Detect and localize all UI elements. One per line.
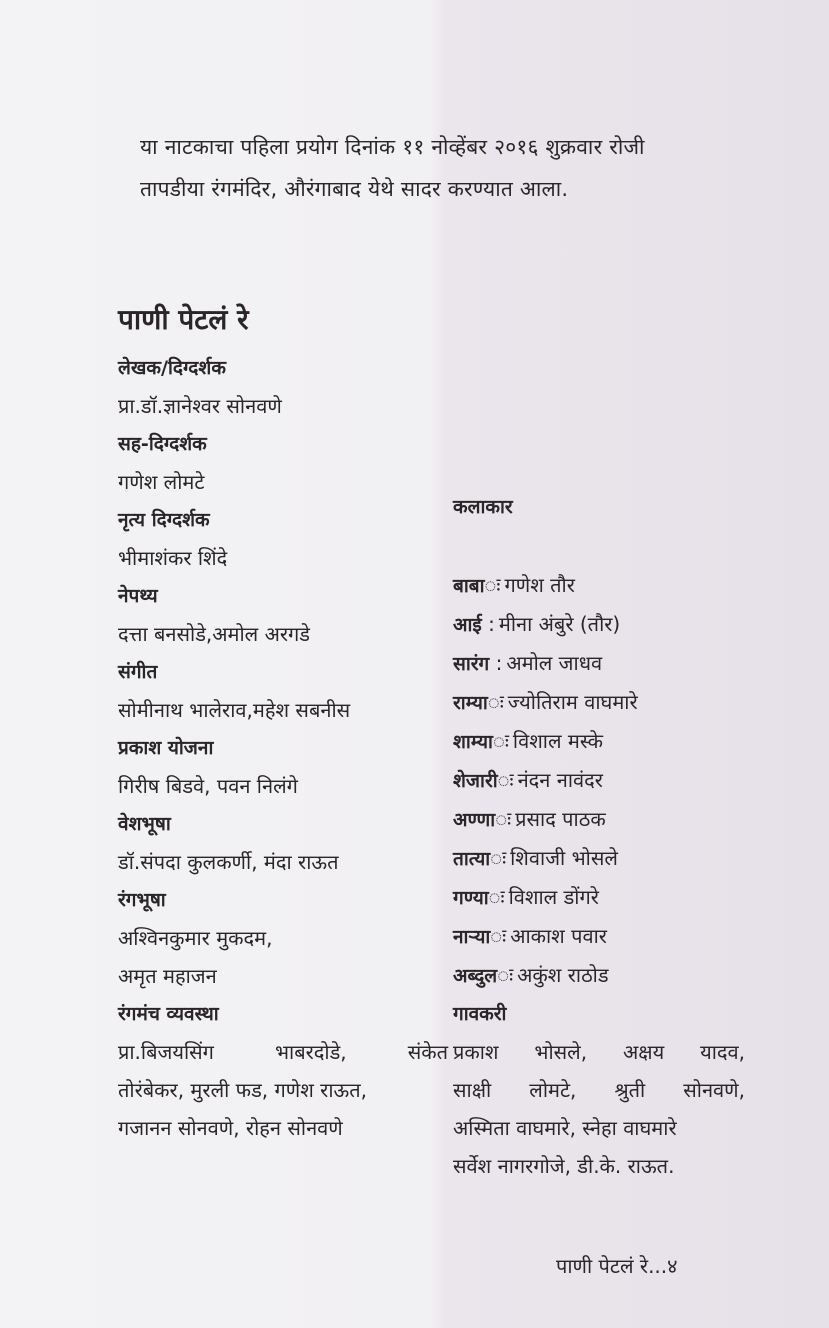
cast-separator: ः — [487, 690, 504, 714]
cast-actor: गणेश तौर — [504, 573, 575, 597]
cast-actor: विशाल मस्के — [512, 729, 603, 753]
cast-member — [453, 917, 745, 956]
credit-role: संगीत — [118, 661, 158, 683]
villagers-line: अस्मिता वाघमारे, स्नेहा वाघमारे — [453, 1116, 677, 1140]
villagers-line: सर्वेश नागरगोजे, डी.के. राऊत. — [453, 1154, 675, 1178]
cast-role: अण्णा — [453, 809, 496, 831]
cast-actor: अमोल जाधव — [506, 651, 603, 675]
page-footer: पाणी पेटलं रे...४ — [556, 1254, 678, 1278]
cast-member — [453, 722, 745, 761]
cast-member — [453, 956, 745, 995]
credit-role: नृत्य दिग्दर्शक — [118, 509, 210, 531]
premiere-line-1: या नाटकाचा पहिला प्रयोग दिनांक ११ नोव्हेंबर २०१६ शुक्रवार रोजी — [140, 135, 645, 159]
credit-name: प्रा.डॉ.ज्ञानेश्वर सोनवणे — [118, 394, 282, 418]
cast-role: बाबा — [453, 575, 485, 597]
cast-actor: विशाल डोंगरे — [508, 885, 599, 909]
cast-member — [453, 605, 745, 644]
cast-heading: कलाकार — [453, 496, 513, 518]
credit-name: गिरीष बिडवे, पवन निलंगे — [118, 774, 298, 798]
credit-role: प्रकाश योजना — [118, 737, 214, 759]
credit-name: गणेश लोमटे — [118, 470, 205, 494]
cast-member — [453, 761, 745, 800]
cast-member — [453, 839, 745, 878]
cast-actor: मीना अंबुरे (तौर) — [498, 612, 621, 636]
credit-name: अमृत महाजन — [118, 964, 217, 988]
premiere-note — [140, 126, 780, 210]
cast-role: आई — [453, 614, 482, 636]
cast-actor: नंदन नावंदर — [517, 768, 603, 792]
cast-member — [453, 800, 745, 839]
cast-actor: शिवाजी भोसले — [510, 846, 618, 870]
cast-role: अब्दुल — [453, 965, 498, 987]
cast-separator: : — [481, 612, 495, 636]
cast-member — [453, 644, 745, 683]
cast-role: शेजारी — [453, 770, 498, 792]
villagers-line: प्रकाश भोसले, अक्षय यादव, — [453, 1040, 745, 1064]
cast-actor: प्रसाद पाठक — [515, 807, 606, 831]
credit-role: लेखक/दिग्दर्शक — [118, 357, 226, 379]
cast-actor: ज्योतिराम वाघमारे — [507, 690, 638, 714]
cast-separator: ः — [497, 963, 514, 987]
cast-member — [453, 878, 745, 917]
credit-name: अश्विनकुमार मुकदम, — [118, 926, 273, 950]
credit-name: प्रा.बिजयसिंग भाबरदोडे, संकेत — [118, 1040, 448, 1064]
credit-role: रंगमंच व्यवस्था — [118, 1003, 219, 1025]
credit-role: वेशभूषा — [118, 813, 171, 835]
credit-name: तोरंबेकर, मुरली फड, गणेश राऊत, — [118, 1078, 368, 1102]
cast-role: राम्या — [453, 692, 488, 714]
villagers-line: साक्षी लोमटे, श्रुती सोनवणे, — [453, 1078, 745, 1102]
premiere-line-2: तापडीया रंगमंदिर, औरंगाबाद येथे सादर करण्यात आला. — [140, 177, 569, 201]
credit-name: दत्ता बनसोडे,अमोल अरगडे — [118, 622, 311, 646]
cast-separator: : — [489, 651, 503, 675]
cast-actor: आकाश पवार — [510, 924, 607, 948]
cast-separator: ः — [490, 924, 507, 948]
cast-separator: ः — [497, 768, 514, 792]
play-title: पाणी पेटलं रे — [118, 303, 249, 336]
cast-role: सारंग — [453, 653, 490, 675]
credit-role: रंगभूषा — [118, 889, 166, 911]
cast-separator: ः — [495, 807, 512, 831]
cast-separator: ः — [484, 573, 501, 597]
credit-role: सह-दिग्दर्शक — [118, 433, 207, 455]
cast-member — [453, 683, 745, 722]
cast-separator: ः — [490, 846, 507, 870]
cast-list — [453, 488, 745, 1185]
credit-name: सोमीनाथ भालेराव,महेश सबनीस — [118, 698, 351, 722]
cast-role: गण्या — [453, 887, 489, 909]
cast-actor: अकुंश राठोड — [517, 963, 609, 987]
cast-role: शाम्या — [453, 731, 493, 753]
cast-role: नाऱ्या — [453, 926, 491, 948]
credit-name: डॉ.संपदा कुलकर्णी, मंदा राऊत — [118, 850, 339, 874]
cast-role: तात्या — [453, 848, 491, 870]
cast-member — [453, 566, 745, 605]
credit-name: भीमाशंकर शिंदे — [118, 546, 228, 570]
cast-separator: ः — [492, 729, 509, 753]
cast-separator: ः — [488, 885, 505, 909]
credit-role: नेपथ्य — [118, 585, 158, 607]
villagers-heading: गावकरी — [453, 1003, 507, 1025]
credit-name: गजानन सोनवणे, रोहन सोनवणे — [118, 1116, 343, 1140]
credits-list — [118, 349, 448, 1147]
